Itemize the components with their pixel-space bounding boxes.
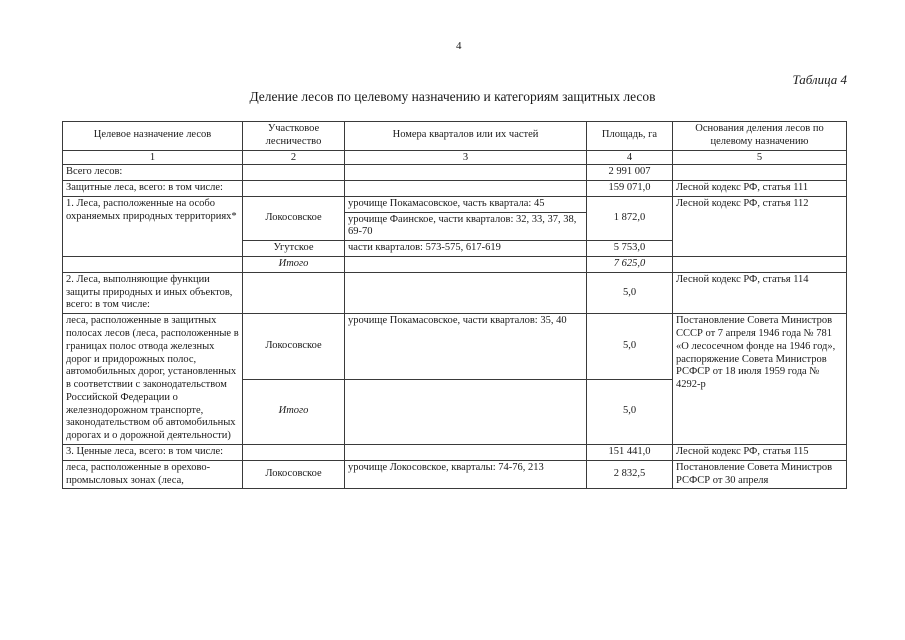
spna-basis: Лесной кодекс РФ, статья 112 (673, 196, 847, 256)
func-area: 5,0 (587, 272, 673, 313)
spna-area: 1 872,0 (587, 196, 673, 240)
column-number-row (63, 150, 847, 165)
table-row (63, 314, 847, 379)
belt-total-area: 5,0 (587, 379, 673, 444)
valuable-area: 151 441,0 (587, 445, 673, 461)
protective-label: Защитные леса, всего: в том числе: (63, 180, 243, 196)
valuable-basis: Лесной кодекс РФ, статья 115 (673, 445, 847, 461)
table-row (63, 272, 847, 313)
col-number: 5 (673, 150, 847, 165)
spna-district: Угутское (243, 241, 345, 257)
table-row (63, 460, 847, 489)
table-label: Таблица 4 (792, 72, 847, 87)
func-label: 2. Леса, выполняющие функции защиты природных и иных объектов, всего: в том числе: (63, 272, 243, 313)
belt-basis: Постановление Совета Министров СССР от 7 апреля 1946 года № 781 «О лесосечном фонде на 1946 год», распоряжение Совета Министров РСФСР от 18 июля 1959 года № 4292-р (673, 314, 847, 445)
page-number: 4 (456, 40, 462, 52)
spna-label: 1. Леса, расположенные на особо охраняемых природных территориях* (63, 196, 243, 256)
header-district: Участковое лесничество (243, 122, 345, 151)
belt-label: леса, расположенные в защитных полосах лесов (леса, расположенные в границах полос отвода железных дорог и придорожных полос, автомобильных дорог, установленных в соответствии с законодательством Российской Федерации о железнодорожном транспорте, законодательством об автомобильных дорогах и о дорожной деятельности) (63, 314, 243, 445)
valuable-label: 3. Ценные леса, всего: в том числе: (63, 445, 243, 461)
col-number: 1 (63, 150, 243, 165)
col-number: 3 (345, 150, 587, 165)
spna-total-area: 7 625,0 (587, 256, 673, 272)
forest-division-table (62, 121, 847, 489)
col-number: 2 (243, 150, 345, 165)
header-area: Площадь, га (587, 122, 673, 151)
total-label: Всего лесов: (63, 165, 243, 181)
table-row (63, 180, 847, 196)
protective-area: 159 071,0 (587, 180, 673, 196)
nut-label: леса, расположенные в орехово-промысловых зонах (леса, (63, 460, 243, 489)
header-quarters: Номера кварталов или их частей (345, 122, 587, 151)
table-row (63, 445, 847, 461)
table-row (63, 165, 847, 181)
belt-total-label: Итого (243, 379, 345, 444)
belt-district: Локосовское (243, 314, 345, 379)
nut-area: 2 832,5 (587, 460, 673, 489)
belt-area: 5,0 (587, 314, 673, 379)
col-number: 4 (587, 150, 673, 165)
table-row (63, 196, 847, 212)
header-basis: Основания деления лесов по целевому назначению (673, 122, 847, 151)
spna-quarters: части кварталов: 573-575, 617-619 (345, 241, 587, 257)
nut-district: Локосовское (243, 460, 345, 489)
spna-total-label: Итого (243, 256, 345, 272)
table-row (63, 256, 847, 272)
header-purpose: Целевое назначение лесов (63, 122, 243, 151)
spna-quarters: урочище Фаинское, части кварталов: 32, 33, 37, 38, 69-70 (345, 212, 587, 241)
spna-district: Локосовское (243, 196, 345, 240)
nut-quarters: урочище Локосовское, кварталы: 74-76, 213 (345, 460, 587, 489)
belt-quarters: урочище Покамасовское, части кварталов: 35, 40 (345, 314, 587, 379)
total-area: 2 991 007 (587, 165, 673, 181)
nut-basis: Постановление Совета Министров РСФСР от 30 апреля (673, 460, 847, 489)
protective-basis: Лесной кодекс РФ, статья 111 (673, 180, 847, 196)
spna-area: 5 753,0 (587, 241, 673, 257)
header-row (63, 122, 847, 151)
table-caption: Деление лесов по целевому назначению и категориям защитных лесов (249, 89, 656, 104)
spna-quarters: урочище Покамасовское, часть квартала: 45 (345, 196, 587, 212)
func-basis: Лесной кодекс РФ, статья 114 (673, 272, 847, 313)
